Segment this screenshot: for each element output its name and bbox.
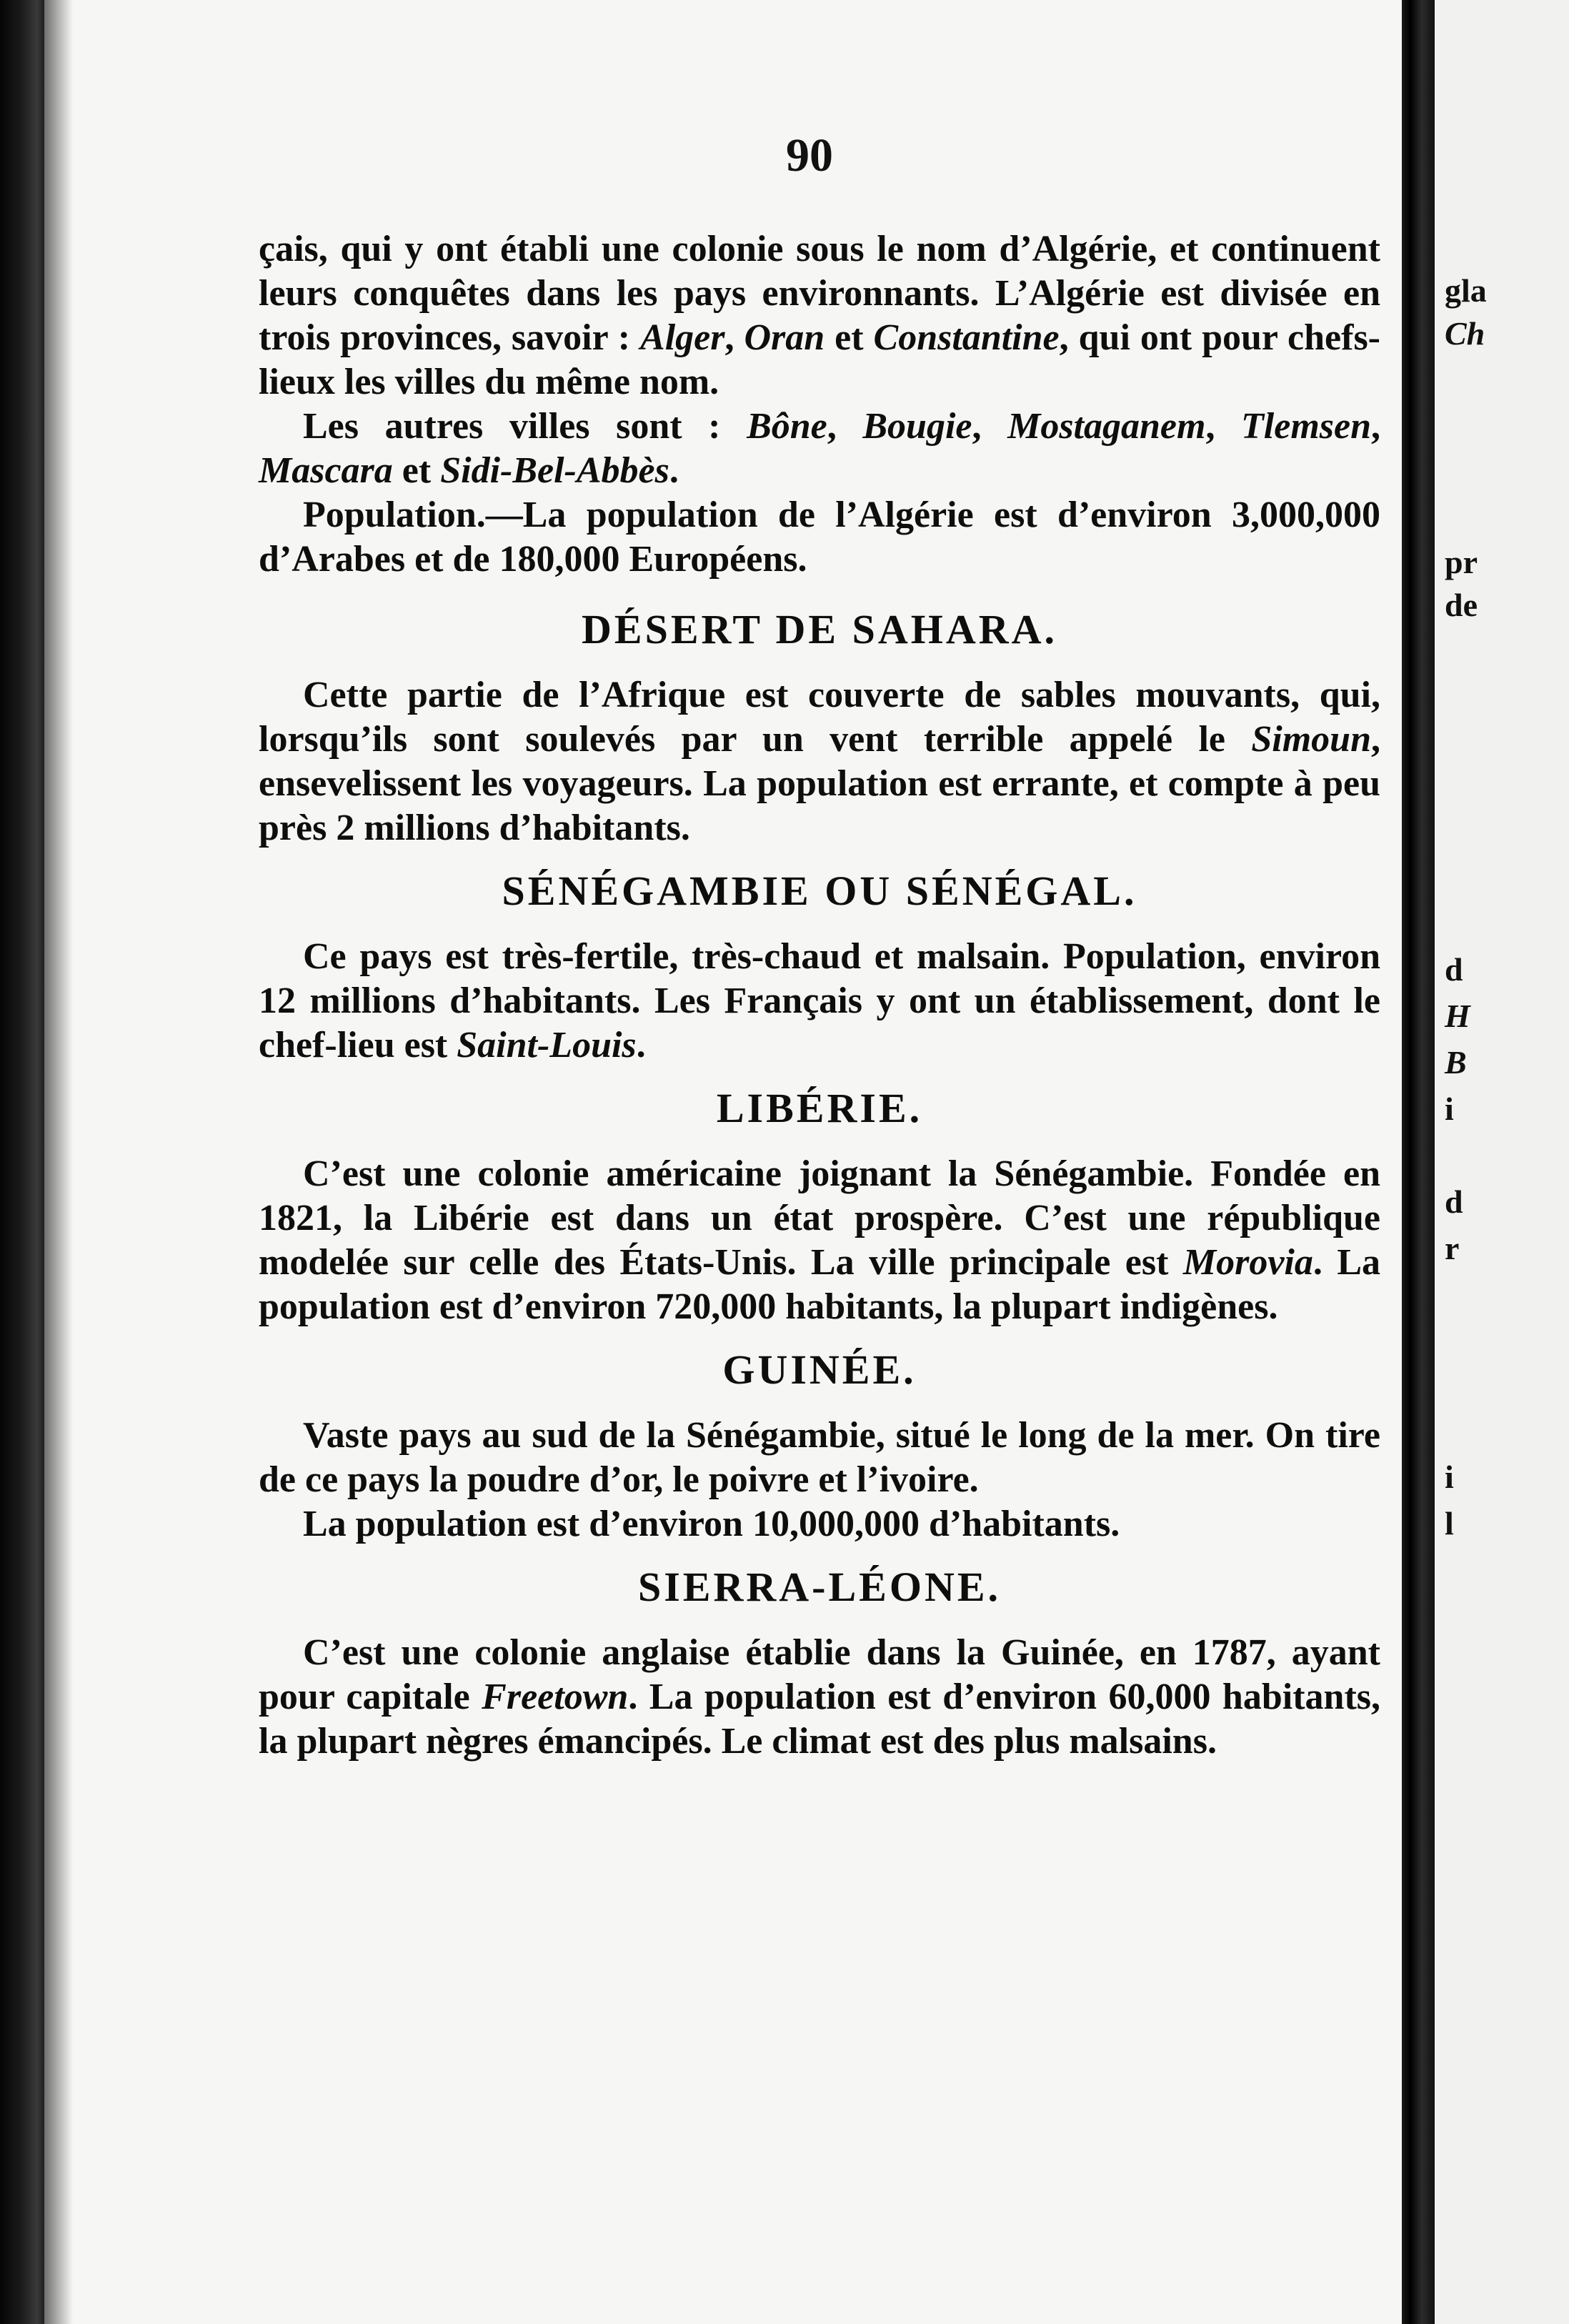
senegambie-paragraph: Ce pays est très-fertile, très-chaud et malsain. Population, environ 12 millions d’habitants. Les Français y ont un établissement, dont le chef-lieu est Saint-Louis. — [259, 936, 1380, 1066]
place-oran: Oran — [744, 317, 825, 358]
adjacent-fragment: B — [1445, 1044, 1467, 1081]
page-body — [259, 227, 1380, 1764]
page-number: 90 — [786, 129, 833, 182]
population-label: Population. — [303, 495, 486, 535]
heading-senegambie: SÉNÉGAMBIE OU SÉNÉGAL. — [502, 868, 1137, 914]
adjacent-fragment: d — [1445, 951, 1463, 988]
book-gutter — [1402, 0, 1435, 2324]
adjacent-fragment: i — [1445, 1459, 1454, 1495]
guinee-population: La population est d’environ 10,000,000 d’habitants. — [303, 1504, 1120, 1544]
algeria-paragraph: çais, qui y ont établi une colonie sous le nom d’Algérie, et continuent leurs conquêtes dans les pays environnants. L’Algérie est divisée en trois provinces, savoir : Alger, Oran et Constantine, qui ont pour chefs-lieux les villes du même nom. — [259, 229, 1381, 402]
guinee-paragraph: Vaste pays au sud de la Sénégambie, situé le long de la mer. On tire de ce pays la poudre d’or, le poivre et l’ivoire. — [259, 1415, 1380, 1500]
sierra-leone-paragraph: C’est une colonie anglaise établie dans la Guinée, en 1787, ayant pour capitale Freetown. La population est d’environ 60,000 habitants, la plupart nègres émancipés. Le climat est des plus malsains. — [259, 1632, 1380, 1762]
heading-sahara: DÉSERT DE SAHARA. — [582, 606, 1057, 652]
place-constantine: Constantine — [873, 317, 1060, 358]
heading-guinee: GUINÉE. — [722, 1346, 917, 1393]
sahara-paragraph: Cette partie de l’Afrique est couverte de sables mouvants, qui, lorsqu’ils sont soulevés par un vent terrible appelé le Simoun, ensevelissent les voyageurs. La population est errante, et compte à peu près 2 millions d’habitants. — [259, 675, 1380, 848]
liberie-paragraph: C’est une colonie américaine joignant la Sénégambie. Fondée en 1821, la Libérie est dans un état prospère. C’est une république modelée sur celle des États-Unis. La ville principale est Morovia. La population est d’environ 720,000 habitants, la plupart indigènes. — [259, 1153, 1381, 1327]
adjacent-page — [1435, 0, 1569, 2324]
adjacent-fragment: i — [1445, 1091, 1454, 1127]
adjacent-fragment: H — [1445, 998, 1470, 1034]
adjacent-fragment: de — [1445, 587, 1478, 623]
other-towns-paragraph: Les autres villes sont : Bône, Bougie, Mostaganem, Tlemsen, Mascara et Sidi-Bel-Abbès. — [259, 406, 1381, 491]
place-alger: Alger — [640, 317, 725, 358]
adjacent-fragment: gla — [1445, 272, 1487, 309]
adjacent-fragment: d — [1445, 1183, 1463, 1220]
scan-left-edge — [0, 0, 50, 2324]
adjacent-fragment: pr — [1445, 544, 1478, 580]
book-page — [44, 0, 1402, 2324]
population-paragraph: Population.—La population de l’Algérie est d’environ 3,000,000 d’Arabes et de 180,000 Européens. — [259, 495, 1380, 580]
heading-liberie: LIBÉRIE. — [716, 1085, 923, 1131]
heading-sierra-leone: SIERRA-LÉONE. — [637, 1564, 1002, 1610]
adjacent-fragment: Ch — [1445, 315, 1485, 352]
adjacent-fragment: r — [1445, 1230, 1460, 1266]
adjacent-fragment: l — [1445, 1505, 1454, 1541]
